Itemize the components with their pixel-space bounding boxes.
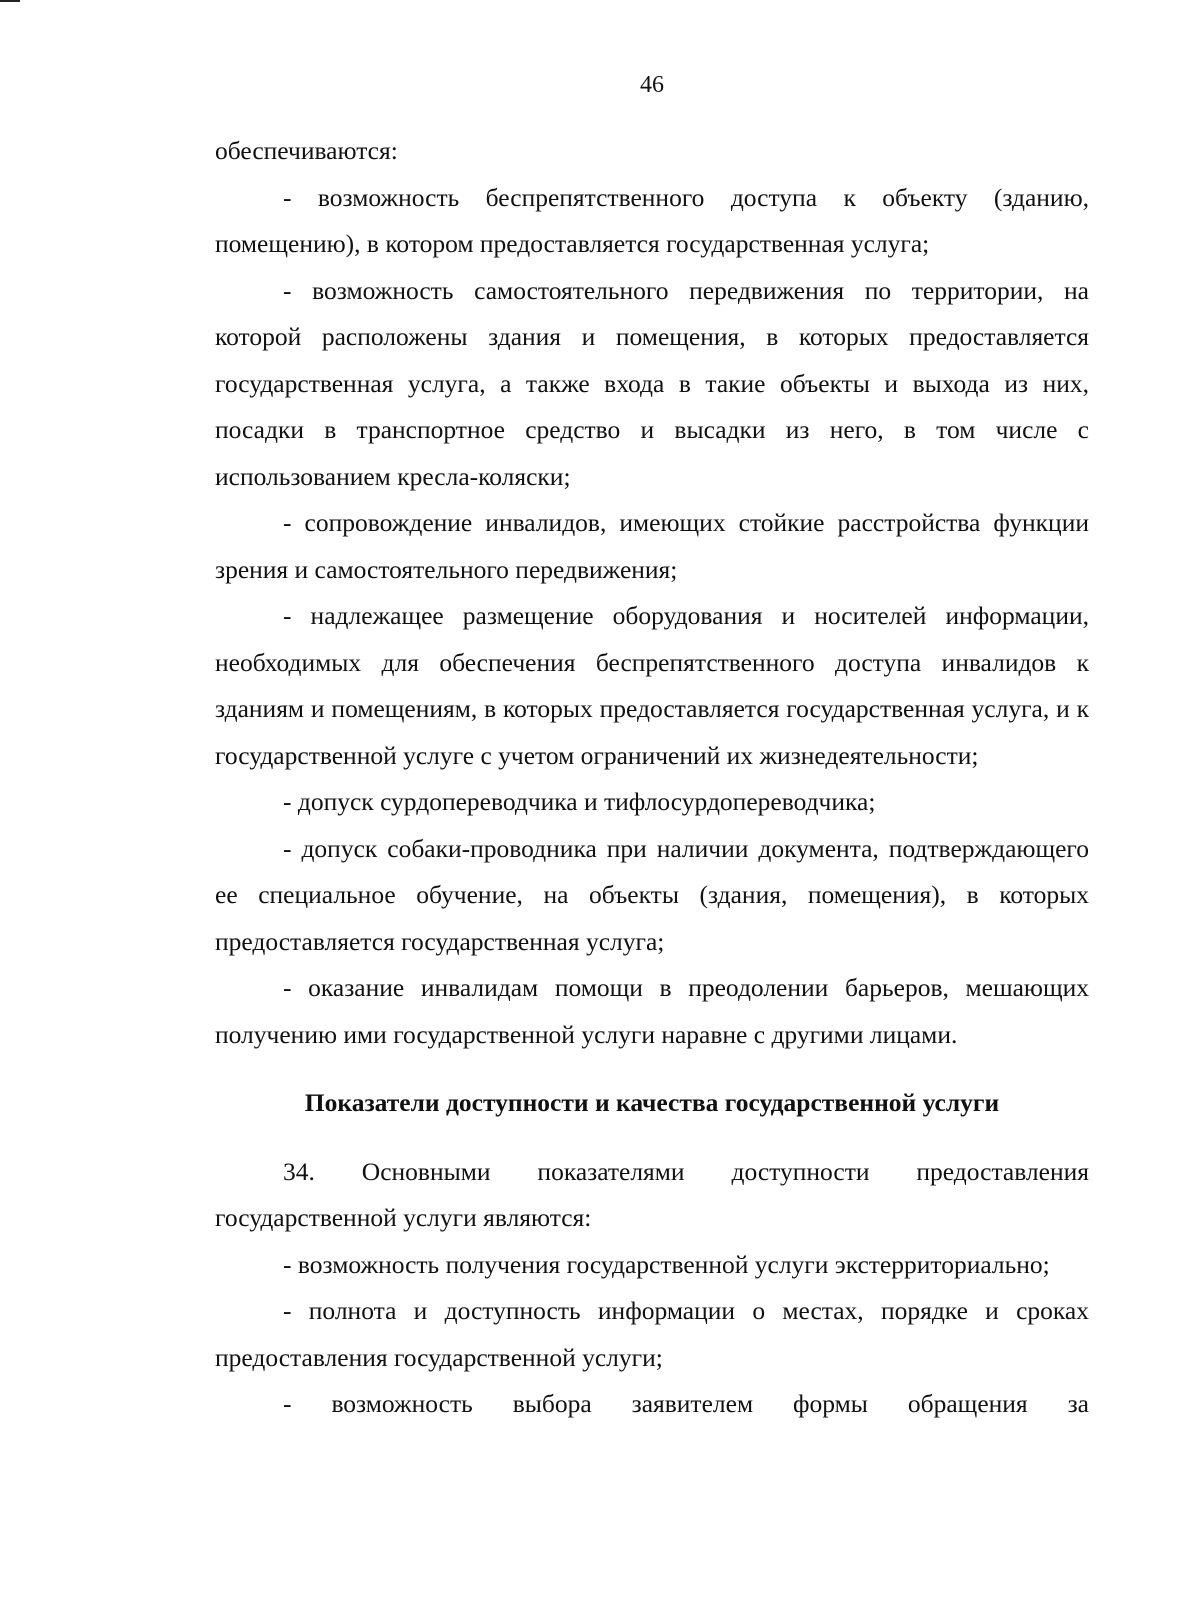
list-item-equipment-placement: - надлежащее размещение оборудования и носителей информации, необходимых для обеспечения беспрепятственного доступа инвалидов к зданиям и помещениям, в которых предоставляется государственная услуга, и к государственной услуге с учетом ограничений их жизнедеятельности; <box>215 601 1089 770</box>
section-heading: Показатели доступности и качества государственной услуги <box>304 1088 1000 1117</box>
paragraph-34: 34. Основными показателями доступности предоставления государственной услуги являются: <box>215 1156 1089 1232</box>
document-page <box>215 70 1089 1428</box>
list-item-information-completeness: - полнота и доступность информации о местах, порядке и сроках предоставления государственной услуги; <box>215 1296 1089 1372</box>
list-item-unobstructed-access: - возможность беспрепятственного доступа к объекту (зданию, помещению), в котором предоставляется государственная услуга; <box>215 182 1089 258</box>
list-item-independent-movement: - возможность самостоятельного передвижения по территории, на которой расположены здания и помещения, в которых предоставляется государственная услуга, а также входа в такие объекты и выхода из них, посадки в транспортное средство и высадки из него, в том числе с использованием кресла-коляски; <box>215 275 1089 491</box>
list-item-barrier-assistance: - оказание инвалидам помощи в преодолении барьеров, мешающих получению ими государственной услуги наравне с другими лицами. <box>215 973 1089 1049</box>
scan-edge-mark <box>0 0 20 2</box>
paragraph-continuation: обеспечиваются: <box>215 136 398 165</box>
list-item-form-choice: - возможность выбора заявителем формы обращения за <box>283 1389 1089 1418</box>
page-number: 46 <box>640 72 664 98</box>
list-item-sign-interpreter: - допуск сурдопереводчика и тифлосурдопереводчика; <box>283 787 876 816</box>
list-item-extraterritorial: - возможность получения государственной услуги экстерриториально; <box>283 1249 1050 1279</box>
list-item-escort-disabled: - сопровождение инвалидов, имеющих стойкие расстройства функции зрения и самостоятельного передвижения; <box>215 508 1089 584</box>
list-item-guide-dog: - допуск собаки-проводника при наличии документа, подтверждающего ее специальное обучение, на объекты (здания, помещения), в которых предоставляется государственная услуга; <box>215 833 1089 956</box>
